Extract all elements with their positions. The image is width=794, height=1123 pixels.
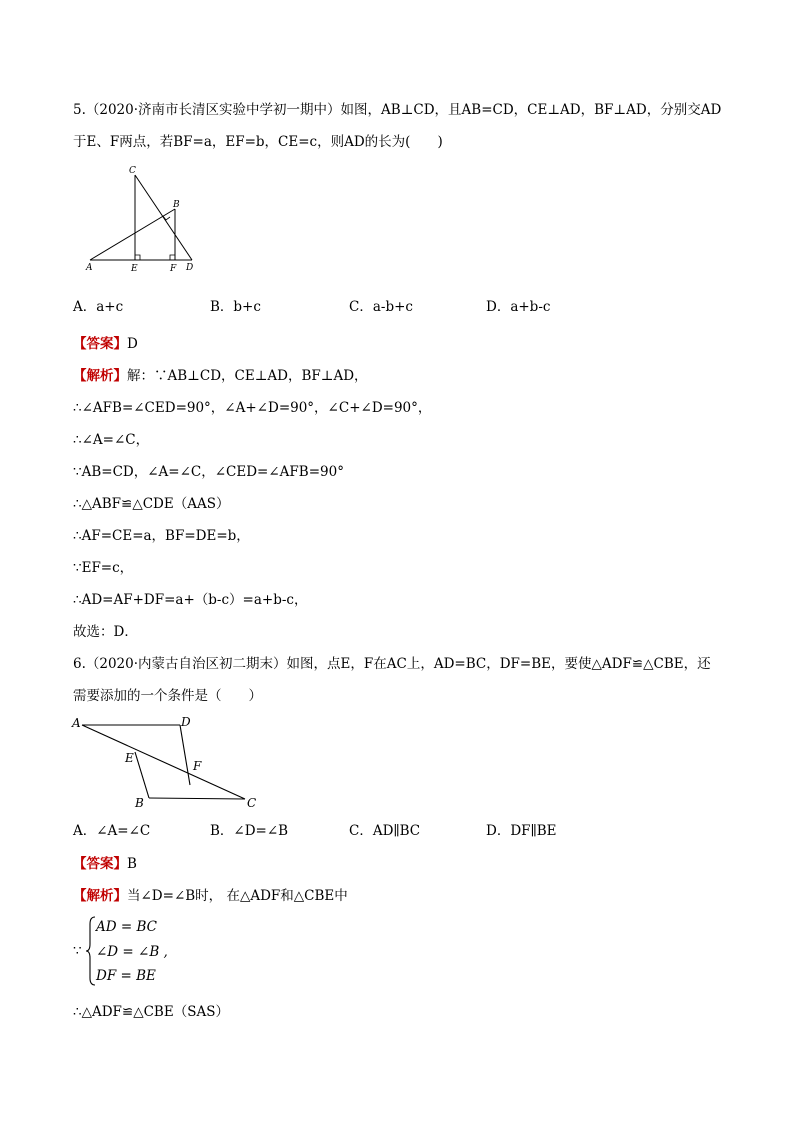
q5-answer-value: D bbox=[127, 336, 138, 352]
q5-right-angle-AB-CD bbox=[163, 216, 170, 220]
q5-analysis-line7: ∵EF=c， bbox=[73, 560, 134, 576]
q5-analysis-line2: ∴∠AFB=∠CED=90°，∠A+∠D=90°，∠C+∠D=90°， bbox=[73, 400, 432, 416]
q6-label-A: A bbox=[72, 716, 81, 730]
q6-analysis-line1 bbox=[73, 887, 348, 905]
q5-option-b: B．b+c bbox=[210, 299, 261, 315]
q5-label-F: F bbox=[170, 264, 177, 274]
q6-system-eq1: AD = BC bbox=[96, 919, 157, 935]
q6-stem-line2: 需要添加的一个条件是（ ） bbox=[73, 688, 262, 704]
q6-segment-DF bbox=[180, 725, 190, 785]
q5-analysis-line9: 故选：D． bbox=[73, 624, 138, 640]
q6-conclusion: ∴△ADF≌△CBE（SAS） bbox=[73, 1004, 229, 1020]
q6-system-eq3: DF = BE bbox=[96, 968, 156, 984]
q5-label-A: A bbox=[86, 263, 93, 273]
q5-label-D: D bbox=[186, 263, 194, 273]
q6-segment-BC bbox=[149, 798, 245, 799]
q5-option-d: D．a+b-c bbox=[486, 299, 551, 315]
q6-option-a: A．∠A=∠C bbox=[73, 823, 151, 839]
q5-analysis-line4: ∵AB=CD，∠A=∠C，∠CED=∠AFB=90° bbox=[73, 464, 344, 480]
q5-label-E: E bbox=[131, 264, 138, 274]
q6-answer-value: B bbox=[127, 856, 137, 872]
q6-option-d: D．DF∥BE bbox=[486, 823, 557, 839]
q6-label-E: E bbox=[125, 751, 134, 765]
q6-label-F: F bbox=[193, 759, 202, 773]
q5-segment-CD bbox=[135, 175, 192, 260]
q6-label-C: C bbox=[247, 796, 257, 810]
q5-right-angle-E bbox=[135, 255, 140, 260]
q5-figure bbox=[84, 160, 204, 278]
q5-analysis-line1 bbox=[73, 367, 368, 385]
q6-analysis-text: 当∠D=∠B时， 在△ADF和△CBE中 bbox=[127, 888, 348, 904]
q5-option-c: C．a-b+c bbox=[349, 299, 413, 315]
q5-label-C: C bbox=[129, 166, 136, 176]
q6-label-D: D bbox=[181, 715, 191, 729]
q6-segment-AC bbox=[82, 725, 245, 799]
q6-because-symbol: ∵ bbox=[73, 943, 82, 959]
q5-segment-AB bbox=[90, 209, 175, 260]
q6-option-c: C．AD∥BC bbox=[349, 823, 421, 839]
q5-analysis-line5: ∴△ABF≌△CDE（AAS） bbox=[73, 496, 230, 512]
q5-answer-tag: 【答案】 bbox=[73, 336, 127, 352]
q6-answer-tag: 【答案】 bbox=[73, 856, 127, 872]
q5-answer bbox=[73, 335, 138, 353]
q5-analysis-line3: ∴∠A=∠C， bbox=[73, 432, 150, 448]
q5-analysis-tag: 【解析】 bbox=[73, 368, 127, 384]
q5-analysis-line8: ∴AD=AF+DF=a+（b-c）=a+b-c， bbox=[73, 592, 308, 608]
q6-segment-EB bbox=[135, 752, 149, 798]
q6-option-b: B．∠D=∠B bbox=[210, 823, 289, 839]
q5-right-angle-F bbox=[170, 255, 175, 260]
q5-stem-line1: 5.（2020·济南市长清区实验中学初一期中）如图，AB⊥CD，且AB=CD，CE⊥AD，BF⊥AD，分别交AD bbox=[73, 102, 722, 118]
q6-figure bbox=[70, 712, 265, 812]
q5-option-a: A．a+c bbox=[73, 299, 124, 315]
q5-label-B: B bbox=[173, 200, 180, 210]
q6-answer bbox=[73, 855, 137, 873]
q5-analysis-line6: ∴AF=CE=a，BF=DE=b， bbox=[73, 528, 250, 544]
q6-label-B: B bbox=[135, 796, 144, 810]
q6-analysis-tag: 【解析】 bbox=[73, 888, 127, 904]
q6-system-brace bbox=[86, 916, 96, 986]
q6-stem-line1: 6.（2020·内蒙古自治区初二期末）如图，点E，F在AC上，AD=BC，DF=BE，要使△ADF≌△CBE，还 bbox=[73, 656, 711, 672]
q6-system-eq2: ∠D = ∠B , bbox=[96, 944, 168, 960]
q5-stem-line2: 于E、F两点，若BF=a，EF=b，CE=c，则AD的长为( ) bbox=[73, 134, 443, 150]
q5-analysis-text-0: 解：∵AB⊥CD，CE⊥AD，BF⊥AD， bbox=[127, 368, 368, 384]
